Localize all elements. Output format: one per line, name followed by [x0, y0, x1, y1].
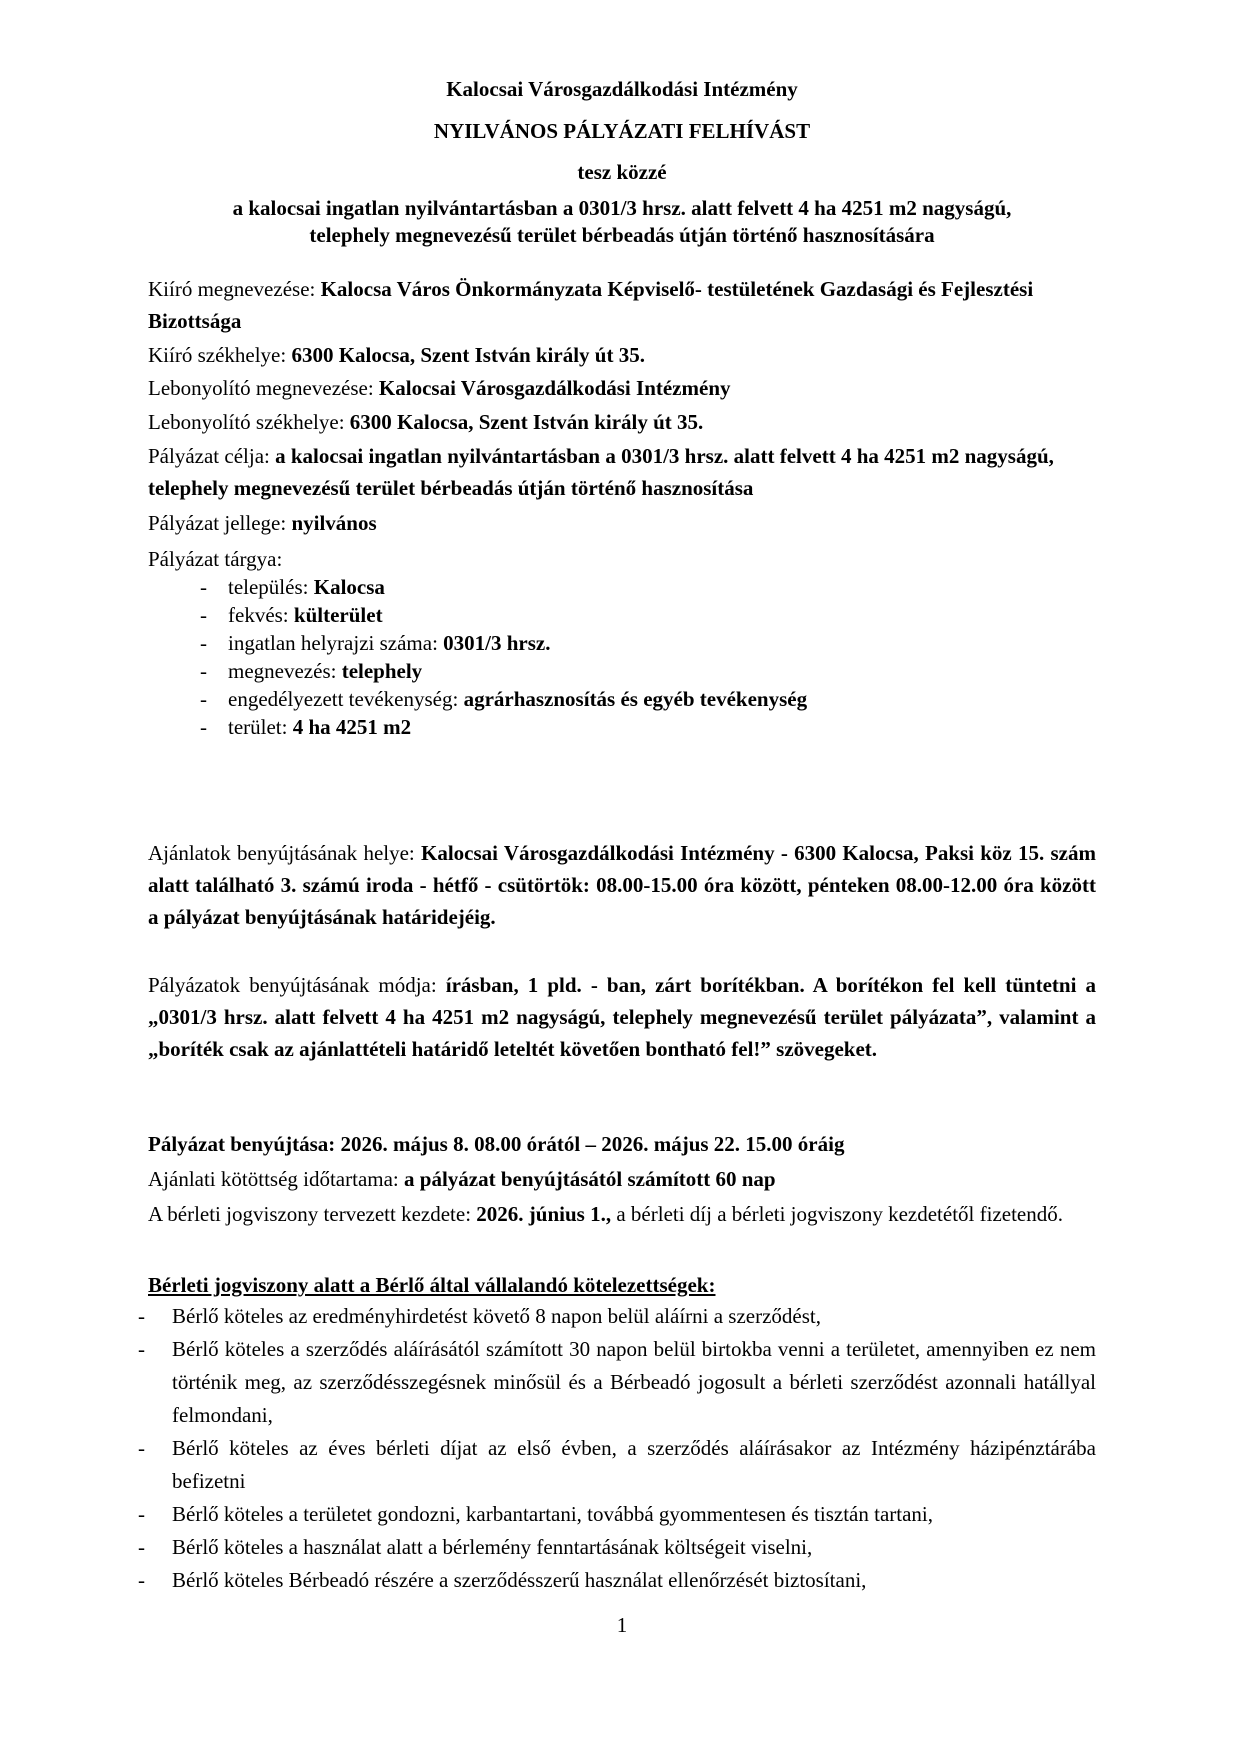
submission-mode [148, 969, 1096, 1065]
bullet-dash: - [138, 1304, 145, 1328]
institution-heading: Kalocsai Városgazdálkodási Intézmény [446, 77, 798, 101]
bullet-dash: - [200, 715, 207, 739]
field-label: Kiíró székhelye: [148, 343, 292, 367]
field-kiiro [148, 273, 1096, 337]
field-cel [148, 440, 1096, 504]
field-value: 2026. június 1., [476, 1202, 612, 1226]
lease-start [148, 1198, 1096, 1230]
list-item: - terület: 4 ha 4251 m2 [200, 715, 412, 739]
field-label: Kiíró megnevezése: [148, 277, 321, 301]
field-lebonyolito-szekhely [148, 406, 1096, 438]
list-item: - Bérlő köteles Bérbeadó részére a szerződésszerű használat ellenőrzését biztosítani, [128, 1564, 1096, 1597]
bullet-dash: - [200, 603, 207, 627]
list-item: - Bérlő köteles a használat alatt a bérlemény fenntartásának költségeit viselni, [128, 1531, 1096, 1564]
obligations-list [128, 1300, 1096, 1597]
field-kiiro-szekhely [148, 339, 1096, 371]
bullet-dash: - [200, 575, 207, 599]
list-item: - engedélyezett tevékenység: agrárhasznosítás és egyéb tevékenység [200, 687, 808, 711]
field-value: 6300 Kalocsa, Szent István király út 35. [291, 343, 645, 367]
list-item: - megnevezés: telephely [200, 659, 423, 683]
list-item: - település: Kalocsa [200, 575, 385, 599]
subject-line-1: a kalocsai ingatlan nyilvántartásban a 0301/3 hrsz. alatt felvett 4 ha 4251 m2 nagyságú, [232, 196, 1012, 220]
field-label: Ajánlati kötöttség időtartama: [148, 1167, 405, 1191]
field-value: nyilvános [291, 511, 377, 535]
list-item: - ingatlan helyrajzi száma: 0301/3 hrsz. [200, 631, 551, 655]
bullet-dash: - [200, 687, 207, 711]
bullet-dash: - [138, 1535, 145, 1559]
subject-heading [148, 195, 1096, 249]
field-label: Pályázat célja: [148, 444, 276, 468]
field-label: Ajánlatok benyújtásának helye: [148, 841, 421, 865]
list-item: - Bérlő köteles az éves bérleti díjat az első évben, a szerződés aláírásakor az Intézmény házipénztárába befizetni [128, 1432, 1096, 1498]
page-number: 1 [616, 1613, 628, 1637]
list-item: - Bérlő köteles a területet gondozni, karbantartani, továbbá gyommentesen és tisztán tartani, [128, 1498, 1096, 1531]
bullet-dash: - [138, 1436, 145, 1460]
subject-line-2: telephely megnevezésű terület bérbeadás útján történő hasznosítására [309, 223, 935, 247]
targy-list [148, 573, 1096, 741]
list-item: - Bérlő köteles az eredményhirdetést követő 8 napon belül aláírni a szerződést, [128, 1300, 1096, 1333]
document-title: NYILVÁNOS PÁLYÁZATI FELHÍVÁST [433, 119, 811, 143]
field-value: 6300 Kalocsa, Szent István király út 35. [349, 410, 704, 434]
field-label: Pályázat jellege: [148, 511, 292, 535]
field-value: írásban, 1 pld. - ban, zárt borítékban. A borítékon fel kell tüntetni a „0301/3 hrsz. alatt felvett 4 ha 4251 m2 nagyságú, telephely megnevezésű terület pályázata”, valamint a „boríték csak az ajánlattételi határidő leteltét követően bontható fel!” szövegeket. [148, 973, 1096, 1061]
obligations-heading: Bérleti jogviszony alatt a Bérlő által vállalandó kötelezettségek: [148, 1273, 716, 1297]
document-subtitle: tesz közzé [577, 160, 667, 184]
field-value: a kalocsai ingatlan nyilvántartásban a 0301/3 hrsz. alatt felvett 4 ha 4251 m2 nagyságú, telephely megnevezésű terület bérbeadás útján történő hasznosítása [148, 444, 1054, 500]
list-item: - Bérlő köteles a szerződés aláírásától számított 30 napon belül birtokba venni a területet, amennyiben ez nem történik meg, az szerződésszegésnek minősül és a Bérbeadó jogosult a bérleti szerződést azonnali hatállyal felmondani, [128, 1333, 1096, 1432]
field-label: Pályázatok benyújtásának módja: [148, 973, 446, 997]
bullet-dash: - [200, 659, 207, 683]
submission-deadline: Pályázat benyújtása: 2026. május 8. 08.00 órától – 2026. május 22. 15.00 óráig [148, 1132, 845, 1156]
bullet-dash: - [138, 1502, 145, 1526]
bullet-dash: - [138, 1337, 145, 1361]
field-targy: Pályázat tárgya: [148, 547, 283, 571]
field-value: Kalocsa Város Önkormányzata Képviselő- testületének Gazdasági és Fejlesztési Bizottsága [148, 277, 1034, 333]
bullet-dash: - [200, 631, 207, 655]
field-value: a pályázat benyújtásától számított 60 nap [404, 1167, 776, 1191]
field-label: A bérleti jogviszony tervezett kezdete: [148, 1202, 477, 1226]
field-label: Lebonyolító megnevezése: [148, 376, 379, 400]
list-item: - fekvés: külterület [200, 603, 383, 627]
field-lebonyolito [148, 372, 1096, 404]
field-value: Kalocsai Városgazdálkodási Intézmény [378, 376, 731, 400]
field-suffix: a bérleti díj a bérleti jogviszony kezdetétől fizetendő. [611, 1202, 1064, 1226]
field-value: Kalocsai Városgazdálkodási Intézmény - 6300 Kalocsa, Paksi köz 15. szám alatt található 3. számú iroda - hétfő - csütörtök: 08.00-15.00 óra között, pénteken 08.00-12.00 óra között a pályázat benyújtásának határidejéig. [148, 841, 1096, 929]
binding-period [148, 1163, 1096, 1195]
bullet-dash: - [138, 1568, 145, 1592]
field-label: Lebonyolító székhelye: [148, 410, 350, 434]
field-jelleg [148, 507, 1096, 539]
submission-place [148, 837, 1096, 933]
